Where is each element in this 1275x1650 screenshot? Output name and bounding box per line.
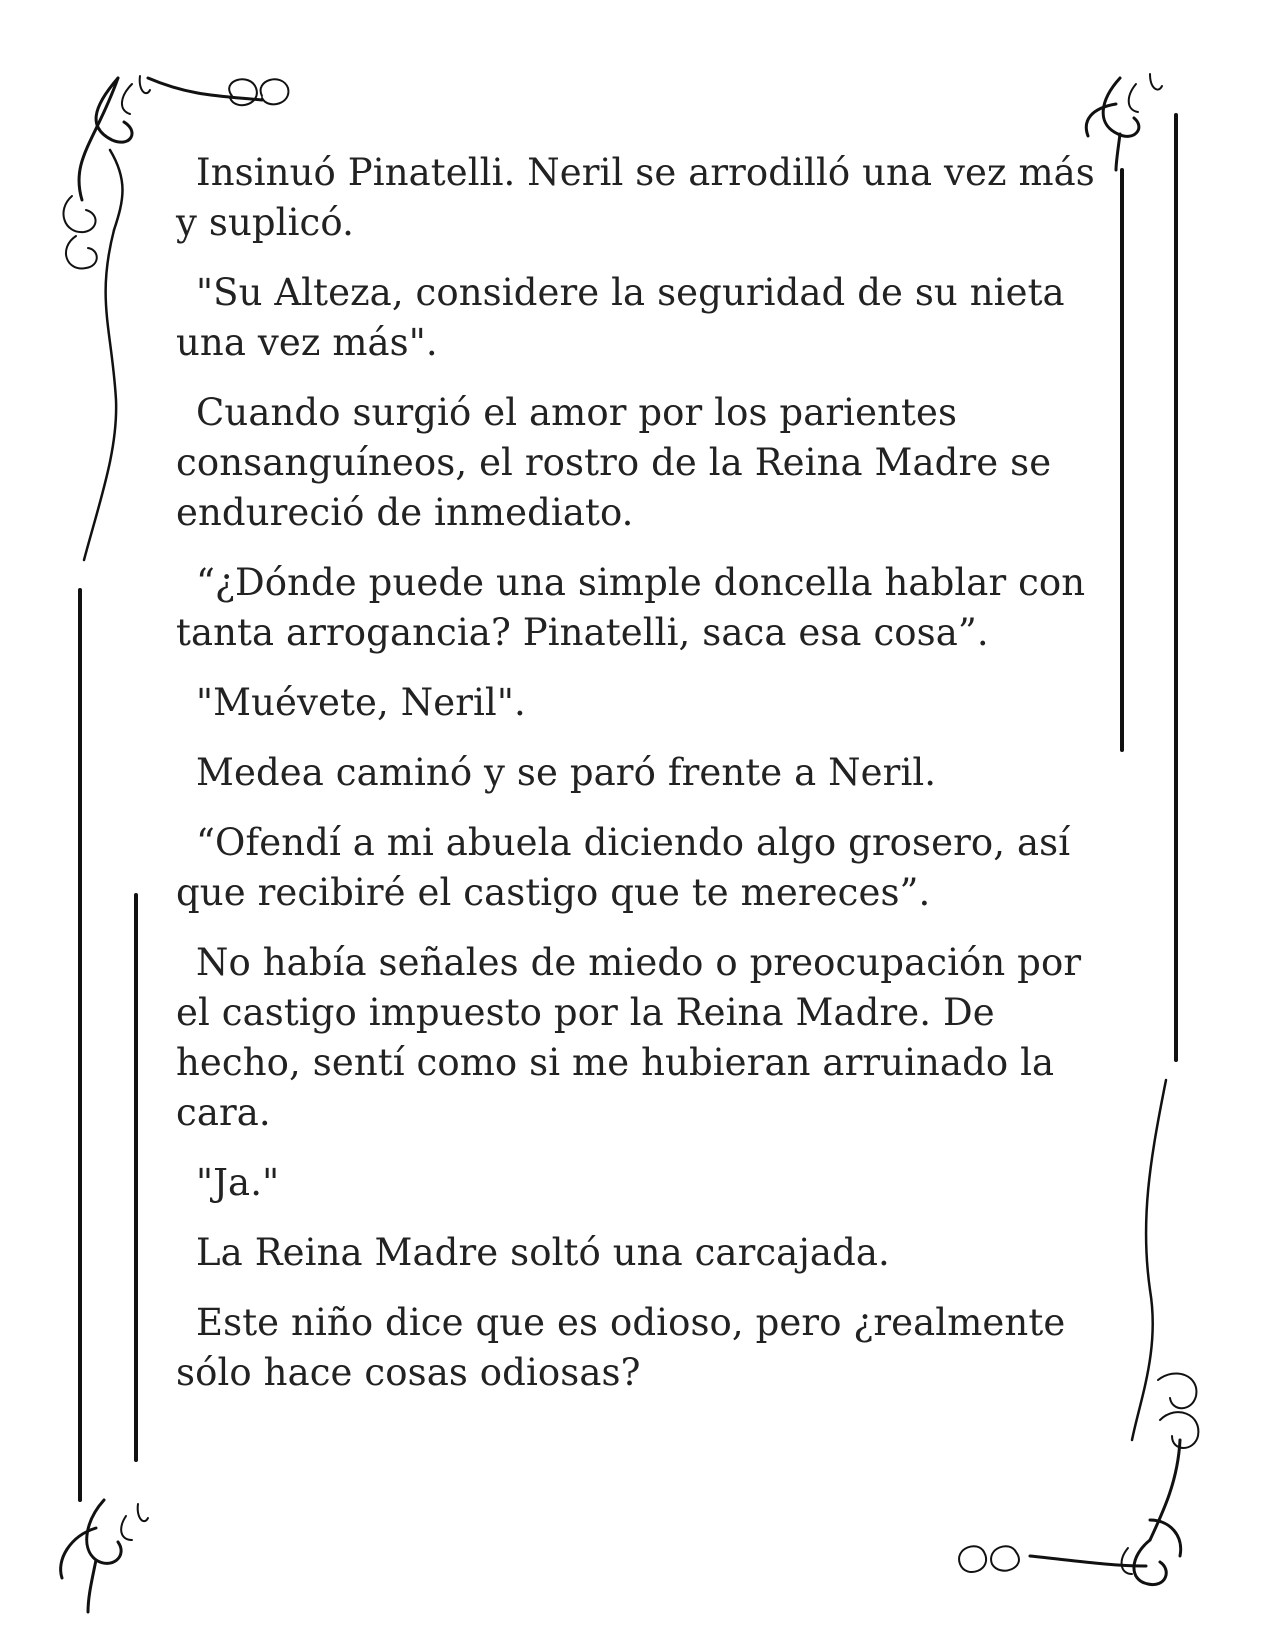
paragraph: "Su Alteza, considere la seguridad de su nieta una vez más". bbox=[176, 271, 1065, 364]
paragraph: "Ja." bbox=[196, 1161, 280, 1204]
paragraph: La Reina Madre soltó una carcajada. bbox=[196, 1231, 890, 1274]
paragraph: Medea caminó y se paró frente a Neril. bbox=[196, 751, 937, 794]
paragraph: Cuando surgió el amor por los parientes consanguíneos, el rostro de la Reina Madre se endureció de inmediato. bbox=[176, 391, 1052, 534]
paragraph: “¿Dónde puede una simple doncella hablar con tanta arrogancia? Pinatelli, saca esa cosa”. bbox=[176, 561, 1086, 654]
paragraph: “Ofendí a mi abuela diciendo algo grosero, así que recibiré el castigo que te mereces”. bbox=[176, 821, 1071, 914]
paragraph: "Muévete, Neril". bbox=[196, 681, 526, 724]
flourish-bottom-left bbox=[61, 1500, 148, 1612]
paragraph: No había señales de miedo o preocupación por el castigo impuesto por la Reina Madre. De hecho, sentí como si me hubieran arruinado la cara. bbox=[176, 941, 1082, 1134]
paragraph: Este niño dice que es odioso, pero ¿realmente sólo hace cosas odiosas? bbox=[176, 1301, 1066, 1394]
story-text bbox=[176, 148, 1106, 1418]
paragraph: Insinuó Pinatelli. Neril se arrodilló una vez más y suplicó. bbox=[176, 151, 1095, 244]
